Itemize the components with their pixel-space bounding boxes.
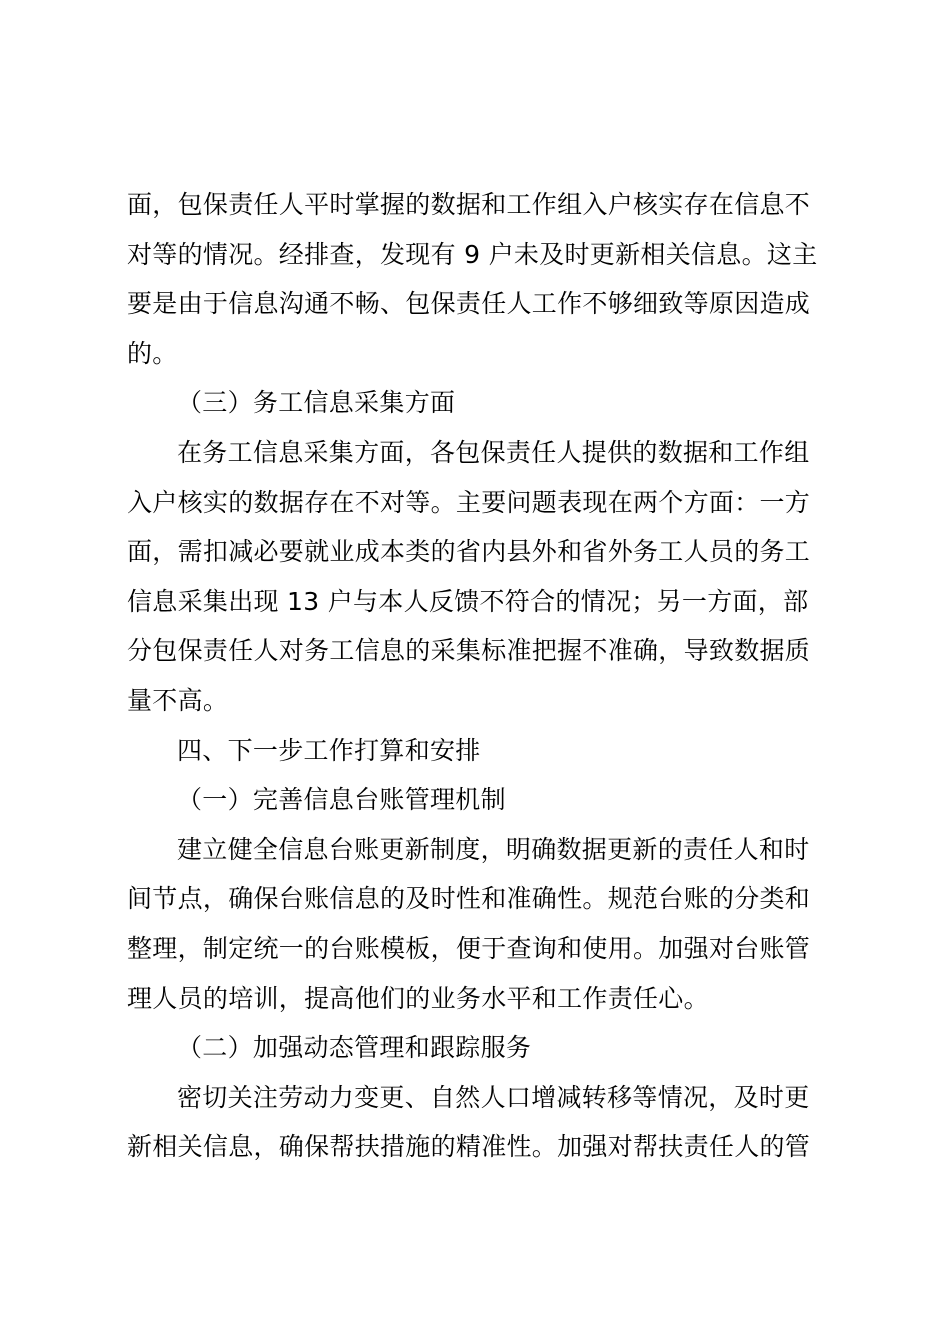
- paragraph-line: 间节点，确保台账信息的及时性和准确性。规范台账的分类和: [127, 884, 811, 914]
- section-heading: （三）务工信息采集方面: [177, 388, 456, 418]
- paragraph-line: 面，需扣减必要就业成本类的省内县外和省外务工人员的务工: [127, 537, 811, 567]
- paragraph-line: 量不高。: [127, 685, 229, 715]
- paragraph-line: 新相关信息，确保帮扶措施的精准性。加强对帮扶责任人的管: [127, 1132, 811, 1162]
- paragraph-line: 的。: [127, 338, 178, 368]
- paragraph-line: 密切关注劳动力变更、自然人口增减转移等情况，及时更: [177, 1082, 810, 1112]
- paragraph-line: 整理，制定统一的台账模板，便于查询和使用。加强对台账管: [127, 933, 811, 963]
- document-body: [127, 180, 833, 1172]
- paragraph-line: 对等的情况。经排查，发现有 9 户未及时更新相关信息。这主: [127, 239, 818, 269]
- paragraph-line: 信息采集出现 13 户与本人反馈不符合的情况；另一方面，部: [127, 586, 809, 616]
- paragraph-line: 建立健全信息台账更新制度，明确数据更新的责任人和时: [177, 834, 810, 864]
- paragraph-line: 理人员的培训，提高他们的业务水平和工作责任心。: [127, 983, 709, 1013]
- paragraph-line: 要是由于信息沟通不畅、包保责任人工作不够细致等原因造成: [127, 289, 811, 319]
- paragraph-line: 分包保责任人对务工信息的采集标准把握不准确，导致数据质: [127, 636, 811, 666]
- paragraph-line: 入户核实的数据存在不对等。主要问题表现在两个方面：一方: [127, 487, 811, 517]
- section-heading: 四、下一步工作打算和安排: [177, 735, 481, 765]
- paragraph-line: 在务工信息采集方面，各包保责任人提供的数据和工作组: [177, 437, 810, 467]
- paragraph-line: 面，包保责任人平时掌握的数据和工作组入户核实存在信息不: [127, 190, 811, 219]
- section-heading: （二）加强动态管理和跟踪服务: [177, 1033, 532, 1063]
- section-heading: （一）完善信息台账管理机制: [177, 785, 506, 815]
